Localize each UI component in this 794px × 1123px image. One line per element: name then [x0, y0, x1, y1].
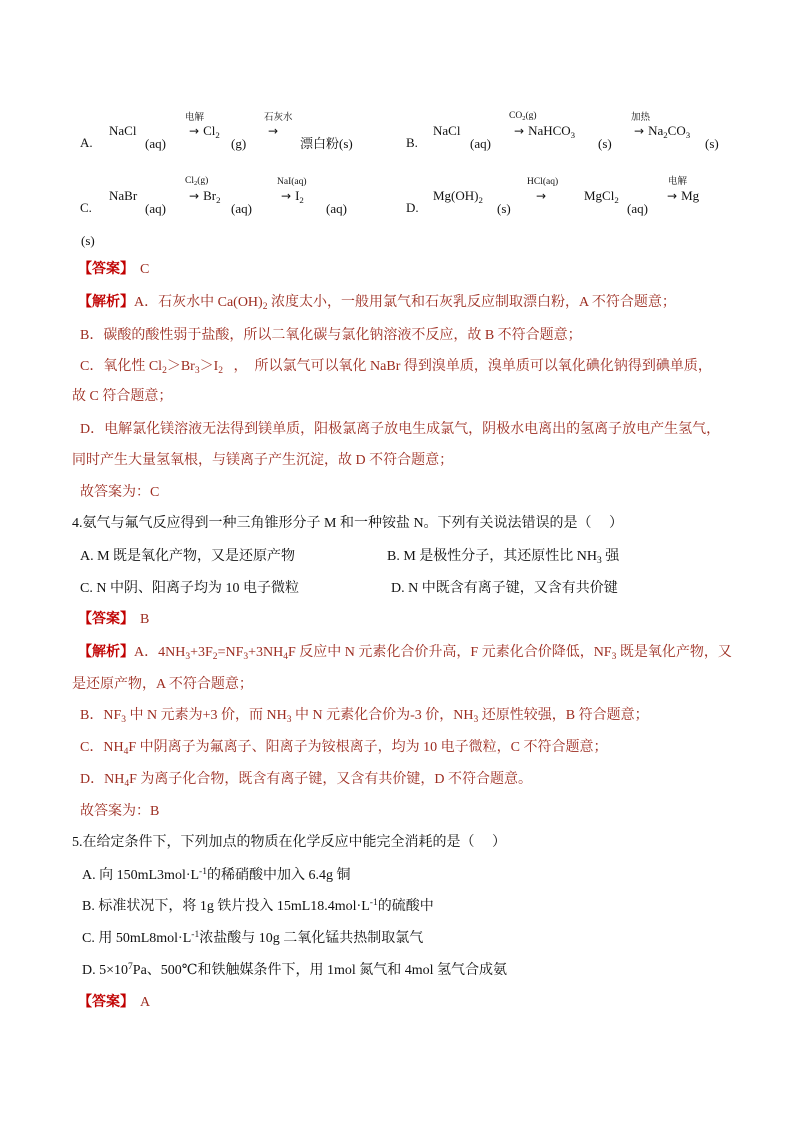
q4-stem: 4.氨气与氟气反应得到一种三角锥形分子 M 和一种铵盐 N。下列有关说法错误的是（ ）: [72, 516, 624, 531]
q4-analysis-a-text: F 反应中 N 元素化合价升高，F 元素化合价降低，NF: [288, 645, 612, 660]
q3-analysis-a-text: 浓度太小，一般用氯气和石灰乳反应制取漂白粉，A 不符合题意；: [267, 295, 676, 310]
q3-option-c-reactant: NaBr: [109, 188, 138, 203]
q5-option-b-text: B. 标准状况下，将 1g 铁片投入 15mL18.4mol·L: [82, 899, 370, 914]
q3-analysis-c-subscript: 3: [194, 365, 200, 376]
q3-option-b-product-state: (s): [705, 136, 719, 151]
q3-option-c-condition-1-subscript: 2: [193, 179, 198, 187]
q3-option-d-condition-2: 电解: [668, 177, 688, 187]
q3-analysis-c-text: ＞I: [199, 359, 219, 374]
q3-option-a-letter: A.: [80, 135, 93, 150]
q3-analysis-c: [80, 357, 712, 377]
q3-option-b-reactant-state: (aq): [470, 136, 491, 151]
q5-answer: [78, 993, 150, 1013]
q5-option-d: [82, 961, 507, 981]
q3-answer: [78, 260, 149, 280]
q3-option-c-intermediate-text: Br: [203, 188, 217, 203]
q3-option-a-intermediate-text: Cl: [203, 123, 216, 138]
q3-option-d-reactant-state: (s): [497, 201, 511, 216]
q3-option-b-intermediate-subscript: 3: [570, 129, 576, 140]
q5-option-b: [82, 897, 434, 917]
q4-conclusion: 故答案为：B: [80, 804, 160, 819]
reaction-arrow-icon: →: [281, 189, 292, 203]
q3-option-d-intermediate-state: (aq): [627, 201, 648, 216]
q3-option-d-intermediate: [584, 188, 619, 204]
reaction-arrow-icon: →: [634, 124, 645, 138]
q4-analysis-d-subscript: 4: [124, 778, 130, 789]
q4-analysis-a-text: A．4NH: [134, 645, 186, 660]
q3-option-a-condition-1: 电解: [185, 113, 205, 123]
q4-analysis-a: [134, 645, 732, 660]
q3-option-a-condition-2: 石灰水: [264, 113, 293, 123]
q3-option-d-step-2: [667, 188, 699, 204]
q3-option-b-intermediate-state: (s): [598, 136, 612, 151]
q3-option-a-reactant-state: (aq): [145, 136, 166, 151]
q4-analysis-a-subscript: 4: [283, 651, 289, 662]
q4-option-d: D. N 中既含有离子键，又含有共价键: [391, 581, 618, 596]
q4-analysis-b-text: 还原性较强，B 符合题意；: [478, 708, 649, 723]
q3-option-c-intermediate: [203, 188, 220, 203]
q3-option-c-intermediate-subscript: 2: [216, 194, 221, 205]
q3-option-b-reactant: NaCl: [433, 123, 461, 138]
q4-option-b-text: 强: [601, 549, 620, 564]
q4-analysis-c-subscript: 4: [123, 746, 129, 757]
q3-option-b-product-subscript: 3: [685, 129, 691, 140]
q3-option-c-condition-1-text: Cl: [185, 176, 194, 186]
q3-option-b-step-2: [634, 123, 690, 139]
q3-analysis-c-cont: [72, 387, 172, 407]
q3-option-d-reactant-text: Mg(OH): [433, 188, 479, 203]
q3-analysis-d-cont: [72, 451, 453, 471]
q3-option-c-step-1: [189, 188, 220, 204]
analysis-label: 【解析】: [78, 645, 134, 660]
q4-analysis-a-text: +3F: [190, 645, 213, 660]
q4-analysis-a-cont: [72, 675, 253, 695]
q3-option-b-product-subscript: 2: [663, 129, 668, 140]
q4-analysis-c-text: F 中阴离子为氟离子、阳离子为铵根离子，均为 10 电子微粒，C 不符合题意；: [128, 740, 608, 755]
answer-value: A: [140, 995, 151, 1010]
q5-option-d-superscript: 7: [128, 961, 133, 972]
q3-option-a-reactant: NaCl: [109, 123, 137, 138]
q4-answer: [78, 610, 149, 630]
reaction-arrow-icon: →: [536, 189, 547, 203]
q3-option-c-condition-2: NaI(aq): [277, 177, 307, 187]
answer-label: 【答案】: [78, 612, 134, 627]
answer-label: 【答案】: [78, 995, 134, 1010]
q3-option-b-condition-1: [509, 111, 537, 122]
q3-option-d-reactant-subscript: 2: [478, 194, 483, 205]
q5-option-a-text: 的稀硝酸中加入 6.4g 铜: [206, 868, 351, 883]
q4-option-c: C. N 中阴、阳离子均为 10 电子微粒: [80, 581, 299, 596]
q5-option-c: [82, 929, 423, 949]
q3-option-b-condition-2: 加热: [631, 113, 651, 123]
q3-option-b-letter: B.: [406, 135, 418, 150]
q3-option-a-product: 漂白粉(s): [300, 136, 353, 151]
q3-analysis-c-cont-text: 故 C 符合题意；: [72, 389, 173, 404]
q3-option-b-product: [648, 123, 690, 138]
q4-option-b-text: B. M 是极性分子，其还原性比 NH: [387, 549, 598, 564]
q3-analysis-d: [80, 420, 720, 440]
q3-analysis-b-text: B．碳酸的酸性弱于盐酸，所以二氧化碳与氯化钠溶液不反应，故 B 不符合题意；: [80, 328, 582, 343]
q3-option-a-step-1: [189, 123, 220, 139]
q4-analysis-d-text: D．NH: [80, 772, 125, 787]
q3-option-a-intermediate-subscript: 2: [215, 129, 220, 140]
q3-option-d-reactant: [433, 188, 483, 204]
q4-analysis-b-text: 中 N 元素化合价为-3 价，NH: [291, 708, 474, 723]
q3-option-a-intermediate-state: (g): [231, 136, 247, 151]
q5-stem: 5.在给定条件下，下列加点的物质在化学反应中能完全消耗的是（ ）: [72, 835, 506, 850]
q3-option-b-condition-1-subscript: 2: [522, 114, 526, 122]
q3-analysis-line: [78, 293, 676, 313]
q3-analysis-a: [134, 295, 676, 310]
q3-option-a-intermediate: [203, 123, 220, 138]
q3-analysis-d-cont-text: 同时产生大量氢氧根，与镁离子产生沉淀，故 D 不符合题意；: [72, 453, 454, 468]
q3-analysis-c-subscript: 2: [162, 365, 167, 376]
q3-option-b-product-text: Na: [648, 123, 664, 138]
q5-option-b-superscript: -1: [369, 897, 378, 908]
reaction-arrow-icon: →: [667, 189, 678, 203]
q3-option-b-condition-1-text: CO: [509, 111, 523, 121]
q4-analysis-b: [80, 706, 649, 726]
q3-option-c-product-subscript: 2: [299, 194, 304, 205]
q4-option-b: [387, 547, 619, 567]
q4-analysis-line: [78, 643, 732, 663]
reaction-arrow-icon: →: [189, 124, 200, 138]
q4-analysis-b-text: 中 N 元素为+3 价，而 NH: [126, 708, 287, 723]
q3-option-b-intermediate: [528, 123, 575, 138]
q4-analysis-a-subscript: 3: [243, 651, 249, 662]
q5-option-c-text: C. 用 50mL8mol·L: [82, 931, 192, 946]
q4-analysis-a-subscript: 3: [611, 651, 617, 662]
q5-option-c-superscript: -1: [191, 929, 200, 940]
q3-option-c-product-state: (aq): [326, 201, 347, 216]
answer-label: 【答案】: [78, 262, 134, 277]
q4-analysis-c-text: C．NH: [80, 740, 124, 755]
q3-analysis-c-subscript: 2: [218, 365, 224, 376]
q3-analysis-a-subscript: 2: [262, 301, 268, 312]
q4-option-a: A. M 既是氧化产物，又是还原产物: [80, 549, 296, 564]
q3-option-d-intermediate-text: MgCl: [584, 188, 615, 203]
q3-option-d-condition-1: HCl(aq): [527, 177, 559, 187]
q5-option-a-superscript: -1: [199, 866, 207, 877]
q3-analysis-c-text: ＞Br: [166, 359, 195, 374]
q3-option-d-product: Mg: [681, 188, 700, 203]
q4-analysis-c: [80, 738, 607, 758]
q5-option-b-text: 的硫酸中: [377, 899, 434, 914]
q4-analysis-b-subscript: 3: [121, 714, 126, 725]
q3-option-c-condition-1: [185, 176, 208, 187]
q3-conclusion: 故答案为：C: [80, 485, 160, 500]
q3-option-c-condition-1-text: (g): [197, 176, 209, 186]
q3-analysis-b: [80, 326, 582, 346]
q4-analysis-a-subscript: 3: [185, 651, 191, 662]
q3-option-c-reactant-state: (aq): [145, 201, 166, 216]
q4-analysis-b-subscript: 3: [473, 714, 479, 725]
q3-option-b-step-1: [514, 123, 575, 139]
q3-analysis-d-text: D．电解氯化镁溶液无法得到镁单质，阳极氯离子放电生成氯气，阴极水电离出的氢离子放电产生氢气，: [80, 422, 721, 437]
q3-option-b-product-text: CO: [667, 123, 686, 138]
reaction-arrow-icon: →: [268, 124, 279, 138]
q3-option-b-intermediate-text: NaHCO: [528, 123, 571, 138]
q3-analysis-a-text: A．石灰水中 Ca(OH): [134, 295, 263, 310]
answer-value: C: [140, 262, 150, 277]
q5-option-a-text: A. 向 150mL3mol·L: [82, 868, 200, 883]
q4-analysis-a-text: 既是氧化产物，又: [616, 645, 732, 660]
q5-option-a: [82, 866, 350, 886]
q3-option-c-product: [295, 188, 304, 203]
reaction-arrow-icon: →: [514, 124, 525, 138]
q3-option-b-condition-1-text: (g): [525, 111, 537, 121]
q3-option-c-product-text: I: [295, 188, 300, 203]
q3-option-d-product-state: (s): [81, 233, 95, 248]
q4-analysis-d: [80, 770, 532, 790]
q3-option-c-step-2: [281, 188, 304, 204]
q3-option-c-letter: C.: [80, 200, 92, 215]
q4-analysis-b-text: B．NF: [80, 708, 122, 723]
q5-option-c-text: 浓盐酸与 10g 二氧化锰共热制取氯气: [199, 931, 424, 946]
q3-analysis-c-text: ， 所以氯气可以氧化 NaBr 得到溴单质，溴单质可以氧化碘化钠得到碘单质，: [223, 359, 712, 374]
q4-analysis-a-text: +3NH: [248, 645, 284, 660]
q4-analysis-a-text: =NF: [217, 645, 244, 660]
q4-analysis-a-cont-text: 是还原产物，A 不符合题意；: [72, 677, 253, 692]
q3-analysis-c-text: C．氧化性 Cl: [80, 359, 163, 374]
answer-value: B: [140, 612, 150, 627]
analysis-label: 【解析】: [78, 295, 134, 310]
q3-option-c-intermediate-state: (aq): [231, 201, 252, 216]
q4-analysis-a-subscript: 2: [212, 651, 218, 662]
q5-option-d-text: D. 5×10: [82, 963, 129, 978]
reaction-arrow-icon: →: [189, 189, 200, 203]
q4-analysis-b-subscript: 3: [286, 714, 292, 725]
q4-option-b-subscript: 3: [597, 555, 602, 566]
q5-option-d-text: Pa、500℃和铁触媒条件下，用 1mol 氮气和 4mol 氢气合成氨: [132, 963, 507, 978]
q4-analysis-d-text: F 为离子化合物，既含有离子键，又含有共价键，D 不符合题意。: [129, 772, 533, 787]
q3-option-d-intermediate-subscript: 2: [614, 194, 619, 205]
q3-option-d-letter: D.: [406, 200, 419, 215]
